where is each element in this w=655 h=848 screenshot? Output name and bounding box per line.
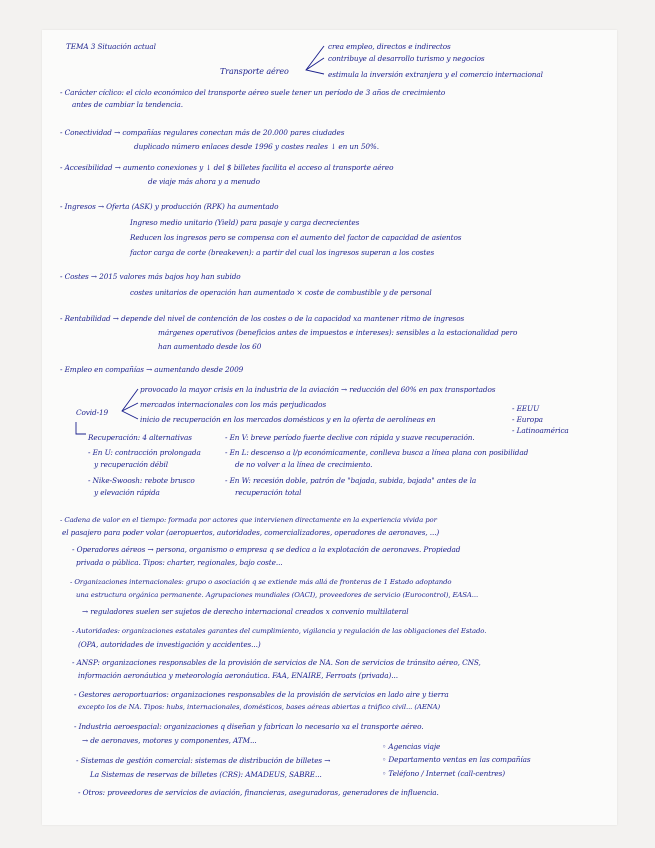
note-line: → de aeronaves, motores y componentes, ATM...	[82, 736, 257, 745]
note-line: - En L: descenso a l/p económicamente, conlleva busca a línea plana con posibilidad	[225, 448, 529, 457]
note-line: - ANSP: organizaciones responsables de la provisión de servicios de NA. Son de servicios de tránsito aéreo, CNS,	[72, 658, 481, 667]
note-line: - En U: contracción prolongada	[88, 448, 201, 457]
note-line: estimula la inversión extranjera y el comercio internacional	[328, 70, 543, 79]
note-line: duplicado número enlaces desde 1996 y costes reales ↓ en un 50%.	[134, 142, 379, 151]
note-line: crea empleo, directos e indirectos	[328, 42, 451, 51]
note-line: TEMA 3 Situación actual	[66, 42, 156, 51]
note-line: Ingreso medio unitario (Yield) para pasaje y carga decrecientes	[130, 218, 360, 227]
note-line: (OPA, autoridades de investigación y accidentes...)	[78, 640, 261, 649]
note-line: - Conectividad → compañías regulares conectan más de 20.000 pares ciudades	[60, 128, 345, 137]
note-line: costes unitarios de operación han aumentado × coste de combustible y de personal	[130, 288, 432, 297]
note-line: - Europa	[512, 415, 543, 424]
note-line: ◦ Teléfono / Internet (call-centres)	[382, 769, 506, 778]
note-line: - Autoridades: organizaciones estatales garantes del cumplimiento, vigilancia y regulación de las obligaciones del Estado.	[72, 627, 487, 635]
note-line: - Gestores aeroportuarios: organizaciones responsables de la provisión de servicios en lado aire y tierra	[74, 690, 449, 699]
note-line: - Otros: proveedores de servicios de aviación, financieras, aseguradoras, generadores de influencia.	[78, 788, 439, 797]
note-line: de no volver a la línea de crecimiento.	[235, 460, 373, 469]
note-line: Reducen los ingresos pero se compensa con el aumento del factor de capacidad de asientos	[130, 233, 462, 242]
note-line: La Sistemas de reservas de billetes (CRS): AMADEUS, SABRE...	[90, 770, 322, 779]
note-line: y elevación rápida	[94, 488, 160, 497]
note-line: provocado la mayor crisis en la industria de la aviación → reducción del 60% en pax transportados	[140, 385, 496, 394]
note-line: de viaje más ahora y a menudo	[148, 177, 260, 186]
note-line: recuperación total	[235, 488, 302, 497]
note-line: → reguladores suelen ser sujetos de derecho internacional creados x convenio multilateral	[82, 607, 409, 616]
note-line: y recuperación débil	[94, 460, 169, 469]
note-line: - Industria aeroespacial: organizaciones q diseñan y fabrican lo necesario xa el transporte aéreo.	[74, 722, 424, 731]
note-line: - En W: recesión doble, patrón de "bajada, subida, bajada" antes de la	[225, 476, 477, 485]
note-line: Covid-19	[76, 408, 109, 417]
note-line: - Accesibilidad → aumento conexiones y ↓ del $ billetes facilita el acceso al transporte aéreo	[60, 163, 394, 172]
note-line: - EEUU	[512, 404, 540, 413]
note-line: - Carácter cíclico: el ciclo económico del transporte aéreo suele tener un período de 3 años de crecimiento	[60, 88, 446, 97]
note-line: excepto los de NA. Tipos: hubs, internacionales, domésticos, bases aéreas abiertas a tráfico civil... (AENA)	[78, 703, 441, 711]
note-line: - Ingresos → Oferta (ASK) y producción (RPK) ha aumentado	[60, 202, 279, 211]
note-line: - Organizaciones internacionales: grupo o asociación q se extiende más allá de fronteras de 1 Estado adoptando	[70, 578, 452, 586]
note-line: Transporte aéreo	[220, 67, 289, 76]
note-line: - Operadores aéreos → persona, organismo o empresa q se dedica a la explotación de aeronaves. Propiedad	[72, 545, 461, 554]
note-line: contribuye al desarrollo turismo y negocios	[328, 54, 485, 63]
note-line: factor carga de corte (breakeven): a partir del cual los ingresos superan a los costes	[130, 248, 435, 257]
note-line: una estructura orgánica permanente. Agrupaciones mundiales (OACI), proveedores de servicio (Eurocontrol), EASA...	[76, 591, 479, 599]
note-line: - Nike-Swoosh: rebote brusco	[88, 476, 195, 485]
note-line: - Costes → 2015 valores más bajos hoy han subido	[60, 272, 241, 281]
note-line: - En V: breve período fuerte declive con rápida y suave recuperación.	[225, 433, 475, 442]
note-line: Recuperación: 4 alternativas	[88, 433, 192, 442]
note-line: ◦ Departamento ventas en las compañías	[382, 755, 531, 764]
note-line: - Latinoamérica	[512, 426, 569, 435]
note-line: - Empleo en compañías → aumentando desde 2009	[60, 365, 244, 374]
note-line: información aeronáutica y meteorología aeronáutica. FAA, ENAIRE, Ferroats (privada)...	[78, 671, 398, 680]
note-line: mercados internacionales con los más perjudicados	[140, 400, 327, 409]
note-line: inicio de recuperación en los mercados domésticos y en la oferta de aerolíneas en	[140, 415, 436, 424]
note-line: - Cadena de valor en el tiempo: formada por actores que intervienen directamente en la experiencia vivida por	[60, 516, 437, 524]
notebook-page	[42, 30, 617, 825]
note-line: - Rentabilidad → depende del nivel de contención de los costes o de la capacidad xa mantener ritmo de ingresos	[60, 314, 465, 323]
note-line: han aumentado desde los 60	[158, 342, 262, 351]
note-line: el pasajero para poder volar (aeropuertos, autoridades, comercializadores, operadores de aeronaves, ...)	[62, 528, 440, 537]
note-line: - Sistemas de gestión comercial: sistemas de distribución de billetes →	[76, 756, 331, 765]
note-line: ◦ Agencias viaje	[382, 742, 441, 751]
note-line: márgenes operativos (beneficios antes de impuestos e intereses): sensibles a la estacionalidad pero	[158, 328, 518, 337]
note-line: antes de cambiar la tendencia.	[72, 100, 183, 109]
note-line: privada o pública. Tipos: charter, regionales, bajo coste...	[76, 558, 283, 567]
